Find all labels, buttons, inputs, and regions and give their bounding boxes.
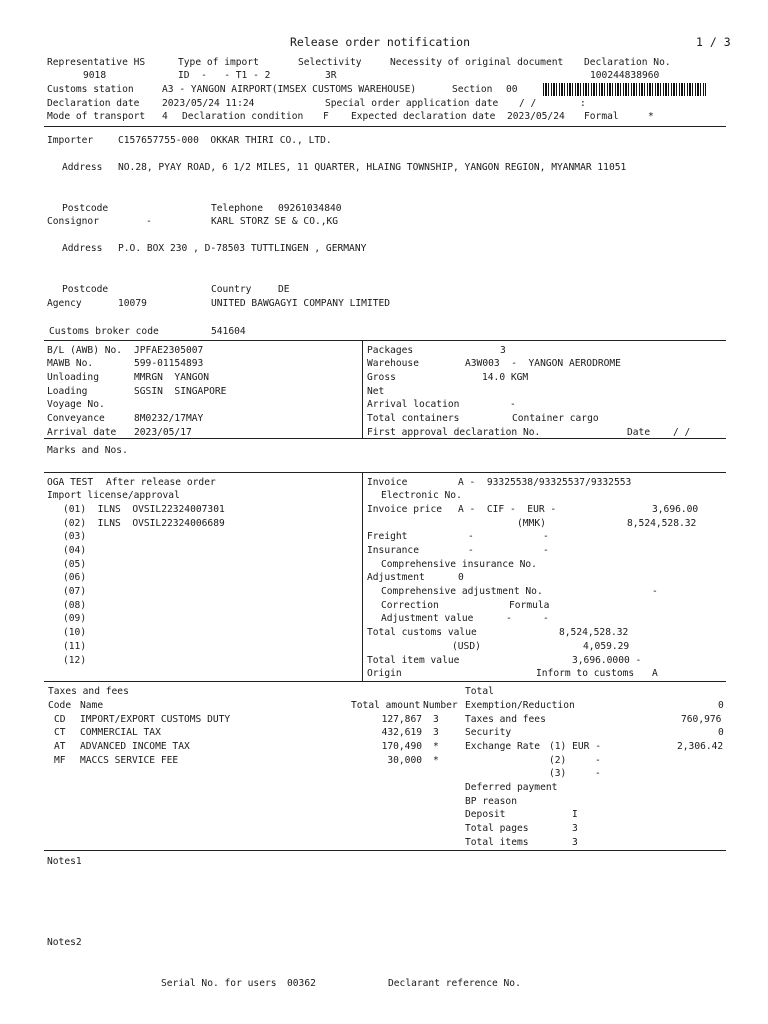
unloading-label: Unloading — [47, 372, 99, 383]
taxes-total-label: Total — [465, 686, 494, 697]
total-item-label: Total item value — [367, 655, 460, 666]
tax-code: AT — [54, 741, 66, 752]
consignor-address-label: Address — [62, 243, 103, 254]
mawb-label: MAWB No. — [47, 358, 94, 369]
insurance-b: - — [543, 545, 549, 556]
importer-address: NO.28, PYAY ROAD, 6 1/2 MILES, 11 QUARTER, HLAING TOWNSHIP, YANGON REGION, MYANMAR 11051 — [118, 162, 627, 173]
warehouse-label: Warehouse — [367, 358, 419, 369]
consignor-name: KARL STORZ SE & CO.,KG — [211, 216, 339, 227]
broker-value: 541604 — [211, 326, 246, 337]
mmk-value: 8,524,528.32 — [627, 518, 697, 529]
tax-name: COMMERCIAL TAX — [80, 727, 161, 738]
approval-date-label: Date — [627, 427, 651, 438]
necessity-label: Necessity of original document — [390, 57, 564, 68]
importer-label: Importer — [47, 135, 94, 146]
list-item: (09) — [63, 613, 87, 624]
expected-label: Expected declaration date — [351, 111, 496, 122]
customs-station-value: A3 - YANGON AIRPORT(IMSEX CUSTOMS WAREHOUSE) — [162, 84, 417, 95]
price-terms: A - CIF - EUR - — [458, 504, 557, 515]
divider — [44, 472, 726, 473]
type-import-value: ID - - T1 - 2 — [178, 70, 271, 81]
origin-label: Origin — [367, 668, 402, 679]
deferred-label: Deferred payment — [465, 782, 558, 793]
freight-a: - — [468, 531, 474, 542]
amount-header: Total amount — [351, 700, 421, 711]
comp-adj-value: - — [652, 586, 658, 597]
unloading-value: MMRGN YANGON — [134, 372, 210, 383]
declaration-barcode — [543, 83, 706, 96]
adjustment-value: 0 — [458, 572, 464, 583]
arrival-date-label: Arrival date — [47, 427, 117, 438]
inform-value: A — [652, 668, 658, 679]
special-order-label: Special order application date — [325, 98, 499, 109]
packages-label: Packages — [367, 345, 414, 356]
formal-label: Formal — [584, 111, 619, 122]
list-item: (03) — [63, 531, 87, 542]
loading-label: Loading — [47, 386, 88, 397]
importer-address-label: Address — [62, 162, 103, 173]
loading-value: SGSIN SINGAPORE — [134, 386, 227, 397]
arrival-date-value: 2023/05/17 — [134, 427, 192, 438]
containers-value: Container cargo — [512, 413, 599, 424]
tax-code: MF — [54, 755, 66, 766]
tax-name: ADVANCED INCOME TAX — [80, 741, 190, 752]
importer-value: C157657755-000 OKKAR THIRI CO., LTD. — [118, 135, 332, 146]
exemption-value: 0 — [718, 700, 724, 711]
column-divider — [362, 472, 363, 681]
conveyance-label: Conveyance — [47, 413, 105, 424]
exchange-1: (1) EUR - — [549, 741, 601, 752]
total-pages-value: 3 — [572, 823, 578, 834]
approval-date-value: / / — [673, 427, 691, 438]
gross-label: Gross — [367, 372, 396, 383]
number-header: Number — [423, 700, 458, 711]
freight-label: Freight — [367, 531, 408, 542]
rep-hs-label: Representative HS — [47, 57, 146, 68]
invoice-value: A - 93325538/93325537/9332553 — [458, 477, 632, 488]
list-item: (12) — [63, 655, 87, 666]
divider — [44, 126, 726, 127]
security-label: Security — [465, 727, 512, 738]
decl-condition-label: Declaration condition — [182, 111, 304, 122]
exchange-3-dash: - — [595, 768, 601, 779]
freight-b: - — [543, 531, 549, 542]
comp-adj-label: Comprehensive adjustment No. — [381, 586, 543, 597]
country-value: DE — [278, 284, 290, 295]
list-item: (05) — [63, 559, 87, 570]
taxes-fees-value: 760,976 — [681, 714, 722, 725]
special-order-colon: : — [580, 98, 586, 109]
consignor-label: Consignor — [47, 216, 99, 227]
exchange-label: Exchange Rate — [465, 741, 541, 752]
customs-station-label: Customs station — [47, 84, 134, 95]
electronic-label: Electronic No. — [381, 490, 462, 501]
tax-amount: 30,000 — [387, 755, 422, 766]
security-value: 0 — [718, 727, 724, 738]
decl-no-label: Declaration No. — [584, 57, 671, 68]
divider — [44, 681, 726, 682]
usd-label: (USD) — [452, 641, 481, 652]
insurance-a: - — [468, 545, 474, 556]
bl-value: JPFAE2305007 — [134, 345, 204, 356]
agency-code: 10079 — [118, 298, 147, 309]
type-import-label: Type of import — [178, 57, 259, 68]
arrival-location-label: Arrival location — [367, 399, 460, 410]
decl-date-value: 2023/05/24 11:24 — [162, 98, 255, 109]
list-item: (04) — [63, 545, 87, 556]
divider — [44, 850, 726, 851]
insurance-label: Insurance — [367, 545, 419, 556]
after-release: After release order — [106, 477, 216, 488]
tax-number: 3 — [433, 714, 439, 725]
correction-label: Correction — [381, 600, 439, 611]
gross-value: 14.0 KGM — [482, 372, 529, 383]
expected-value: 2023/05/24 — [507, 111, 565, 122]
tax-amount: 170,490 — [381, 741, 422, 752]
agency-name: UNITED BAWGAGYI COMPANY LIMITED — [211, 298, 391, 309]
exchange-2: (2) — [549, 755, 567, 766]
tax-code: CT — [54, 727, 66, 738]
deposit-value: I — [572, 809, 578, 820]
exchange-1-value: 2,306.42 — [677, 741, 724, 752]
divider — [44, 340, 726, 341]
importer-postcode-label: Postcode — [62, 203, 109, 214]
total-customs-label: Total customs value — [367, 627, 477, 638]
adjustment-label: Adjustment — [367, 572, 425, 583]
invoice-label: Invoice — [367, 477, 408, 488]
section-value: 00 — [506, 84, 518, 95]
tax-number: 3 — [433, 727, 439, 738]
containers-label: Total containers — [367, 413, 460, 424]
adj-value-b: - — [543, 613, 549, 624]
total-items-label: Total items — [465, 837, 529, 848]
decl-no-value: 100244838960 — [590, 70, 660, 81]
telephone-value: 09261034840 — [278, 203, 342, 214]
list-item: (06) — [63, 572, 87, 583]
tax-code: CD — [54, 714, 66, 725]
selectivity-label: Selectivity — [298, 57, 362, 68]
correction-value: Formula — [509, 600, 550, 611]
document-title: Release order notification — [290, 35, 471, 49]
special-order-value: / / — [519, 98, 537, 109]
tax-name: MACCS SERVICE FEE — [80, 755, 179, 766]
total-pages-label: Total pages — [465, 823, 529, 834]
mode-value: 4 — [162, 111, 168, 122]
divider — [44, 438, 726, 439]
deposit-label: Deposit — [465, 809, 506, 820]
mode-label: Mode of transport — [47, 111, 146, 122]
decl-date-label: Declaration date — [47, 98, 140, 109]
price-label: Invoice price — [367, 504, 443, 515]
taxes-section-label: Taxes and fees — [48, 686, 129, 697]
mawb-value: 599-01154893 — [134, 358, 204, 369]
selectivity-value: 3R — [325, 70, 337, 81]
broker-label: Customs broker code — [49, 326, 159, 337]
conveyance-value: 8M0232/17MAY — [134, 413, 204, 424]
exemption-label: Exemption/Reduction — [465, 700, 575, 711]
tax-amount: 127,867 — [381, 714, 422, 725]
page-indicator: 1 / 3 — [696, 35, 731, 49]
list-item: (11) — [63, 641, 87, 652]
notes1-label: Notes1 — [47, 856, 82, 867]
marks-label: Marks and Nos. — [47, 445, 128, 456]
list-item: (01) ILNS OVSIL22324007301 — [63, 504, 225, 515]
mmk-label: (MMK) — [517, 518, 546, 529]
bp-reason-label: BP reason — [465, 796, 517, 807]
agency-label: Agency — [47, 298, 82, 309]
consignor-address: P.O. BOX 230 , D-78503 TUTTLINGEN , GERMANY — [118, 243, 367, 254]
total-customs-value: 8,524,528.32 — [559, 627, 629, 638]
import-license-label: Import license/approval — [47, 490, 180, 501]
net-label: Net — [367, 386, 385, 397]
warehouse-value: A3W003 - YANGON AERODROME — [465, 358, 621, 369]
serial-label: Serial No. for users — [161, 978, 277, 989]
list-item: (02) ILNS OVSIL22324006689 — [63, 518, 225, 529]
serial-value: 00362 — [287, 978, 316, 989]
inform-label: Inform to customs — [536, 668, 635, 679]
arrival-location-value: - — [510, 399, 516, 410]
price-value: 3,696.00 — [652, 504, 699, 515]
usd-value: 4,059.29 — [583, 641, 630, 652]
tax-amount: 432,619 — [381, 727, 422, 738]
packages-value: 3 — [500, 345, 506, 356]
rep-hs-value: 9018 — [83, 70, 107, 81]
bl-label: B/L (AWB) No. — [47, 345, 123, 356]
adj-value-label: Adjustment value — [381, 613, 474, 624]
section-label: Section — [452, 84, 493, 95]
comp-ins-label: Comprehensive insurance No. — [381, 559, 537, 570]
adj-value-a: - — [506, 613, 512, 624]
list-item: (10) — [63, 627, 87, 638]
tax-number: * — [433, 755, 439, 766]
exchange-3: (3) — [549, 768, 567, 779]
name-header: Name — [80, 700, 104, 711]
oga-test: OGA TEST — [47, 477, 94, 488]
list-item: (08) — [63, 600, 87, 611]
voyage-label: Voyage No. — [47, 399, 105, 410]
total-items-value: 3 — [572, 837, 578, 848]
first-approval-label: First approval declaration No. — [367, 427, 541, 438]
consignor-postcode-label: Postcode — [62, 284, 109, 295]
taxes-fees-label: Taxes and fees — [465, 714, 546, 725]
declarant-ref-label: Declarant reference No. — [388, 978, 521, 989]
telephone-label: Telephone — [211, 203, 263, 214]
tax-name: IMPORT/EXPORT CUSTOMS DUTY — [80, 714, 231, 725]
decl-condition-value: F — [323, 111, 329, 122]
country-label: Country — [211, 284, 252, 295]
consignor-dash: - — [146, 216, 152, 227]
total-item-value: 3,696.0000 - — [572, 655, 642, 666]
formal-value: * — [648, 111, 654, 122]
notes2-label: Notes2 — [47, 937, 82, 948]
column-divider — [362, 340, 363, 438]
list-item: (07) — [63, 586, 87, 597]
code-header: Code — [48, 700, 72, 711]
tax-number: * — [433, 741, 439, 752]
exchange-2-dash: - — [595, 755, 601, 766]
